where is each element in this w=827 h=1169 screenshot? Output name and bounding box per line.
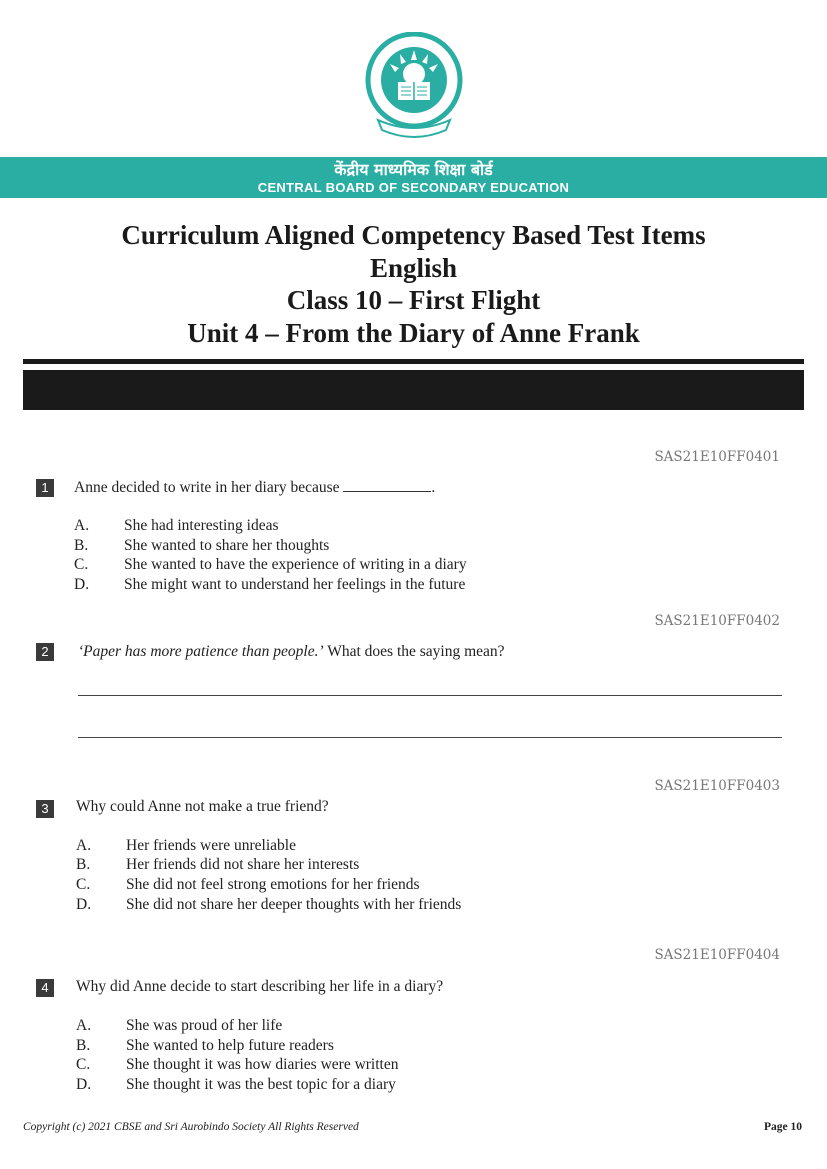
- class-title: Class 10 – First Flight: [286, 285, 541, 315]
- answer-line[interactable]: [78, 695, 782, 696]
- black-banner: [23, 370, 804, 410]
- question-number: 1: [36, 479, 54, 497]
- question-code: SAS21E10FF0401: [654, 449, 780, 465]
- question-text: ‘Paper has more patience than people.’ What does the saying mean?: [78, 643, 505, 660]
- question-code: SAS21E10FF0402: [654, 613, 780, 629]
- board-header-band: [0, 157, 827, 198]
- copyright-notice: Copyright (c) 2021 CBSE and Sri Aurobindo Society All Rights Reserved: [23, 1121, 359, 1133]
- question-code: SAS21E10FF0404: [654, 947, 780, 963]
- question-number: 4: [36, 979, 54, 997]
- page-number: Page 10: [763, 1121, 802, 1133]
- question-text: Anne decided to write in her diary because .: [74, 479, 436, 496]
- document-title-block: [0, 219, 827, 349]
- document-title: Curriculum Aligned Competency Based Test Items: [121, 220, 706, 250]
- question-number: 2: [36, 643, 54, 661]
- board-name-english: CENTRAL BOARD OF SECONDARY EDUCATION: [257, 180, 570, 195]
- board-name-hindi: केंद्रीय माध्यमिक शिक्षा बोर्ड: [334, 160, 493, 179]
- title-divider: [23, 359, 804, 364]
- question-number: 3: [36, 800, 54, 818]
- unit-title: Unit 4 – From the Diary of Anne Frank: [187, 317, 640, 348]
- answer-line[interactable]: [78, 737, 782, 738]
- quoted-saying: ‘Paper has more patience than people.’: [78, 643, 324, 660]
- cbse-logo: [364, 32, 464, 142]
- question-text: Why did Anne decide to start describing her life in a diary?: [76, 978, 444, 995]
- question-code: SAS21E10FF0403: [654, 778, 780, 794]
- subject-title: English: [369, 252, 458, 283]
- question-text: Why could Anne not make a true friend?: [76, 798, 329, 815]
- fill-blank: [343, 479, 431, 492]
